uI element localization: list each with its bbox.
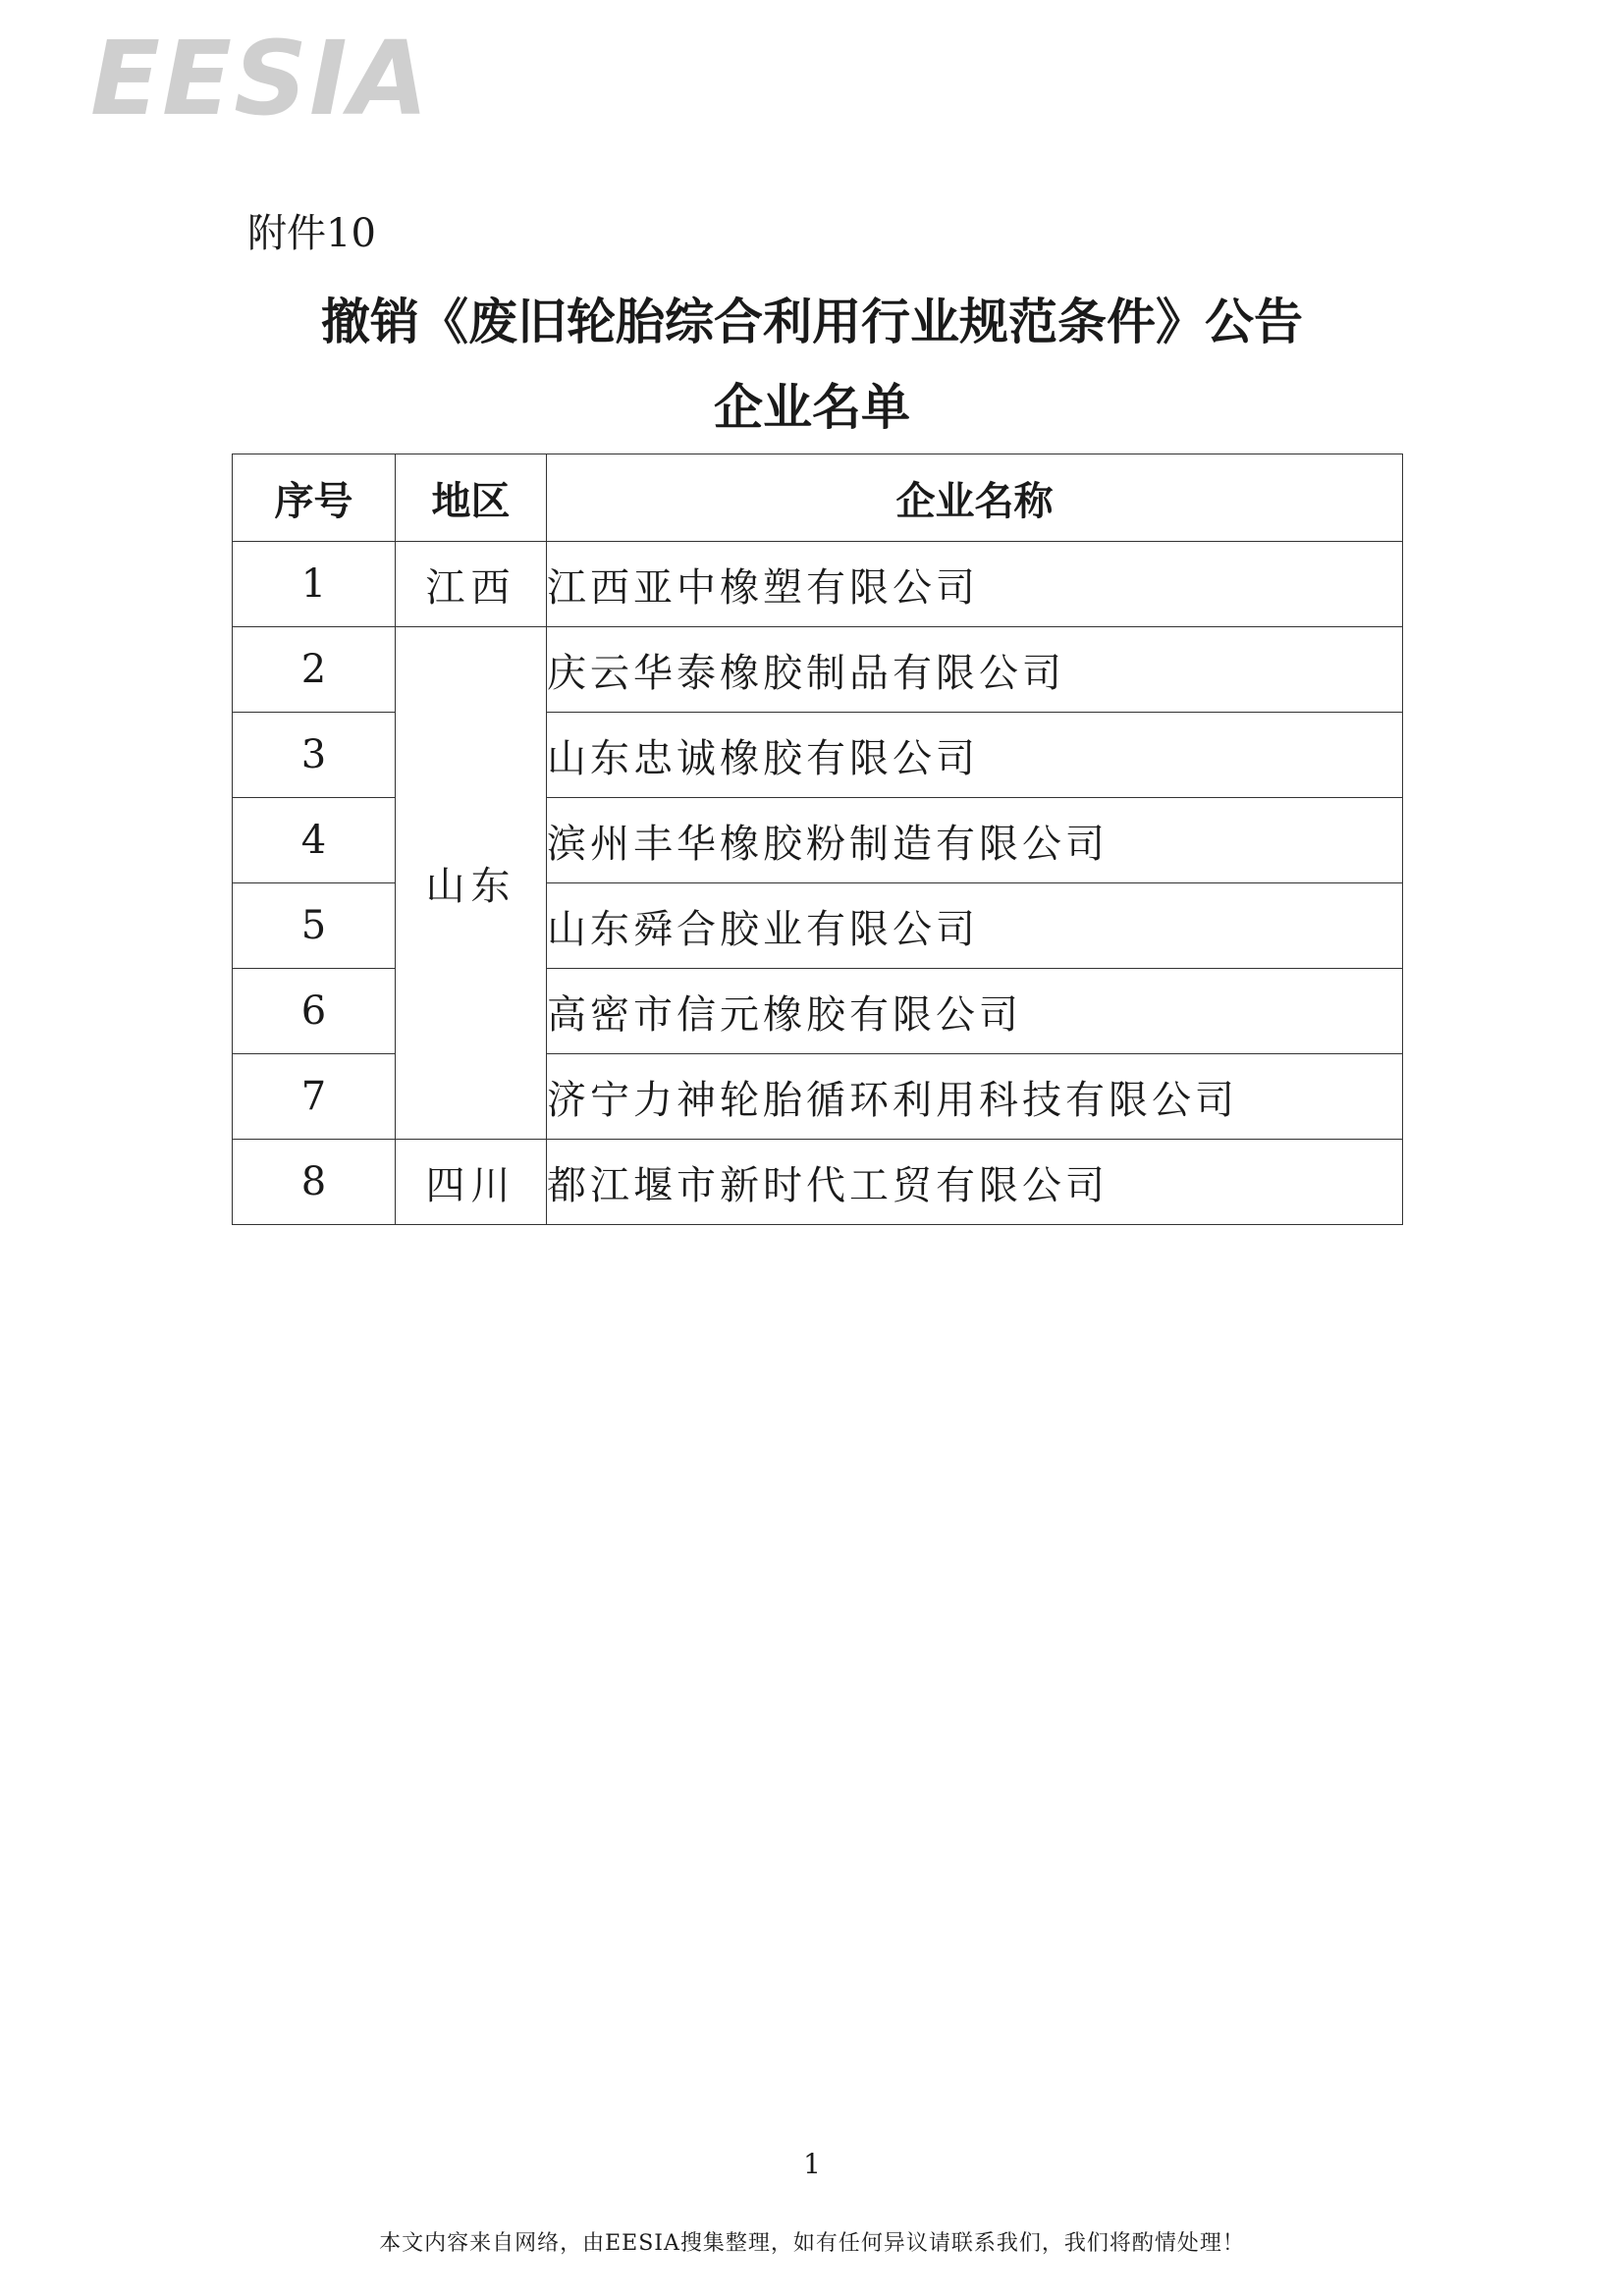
row-number: 2 bbox=[233, 627, 396, 713]
row-company: 山东舜合胶业有限公司 bbox=[547, 883, 1403, 969]
table-header-row bbox=[233, 454, 1403, 542]
row-company: 滨州丰华橡胶粉制造有限公司 bbox=[547, 798, 1403, 883]
row-number: 8 bbox=[233, 1140, 396, 1225]
row-company: 高密市信元橡胶有限公司 bbox=[547, 969, 1403, 1054]
row-company: 济宁力神轮胎循环利用科技有限公司 bbox=[547, 1054, 1403, 1140]
row-company: 都江堰市新时代工贸有限公司 bbox=[547, 1140, 1403, 1225]
company-list-table bbox=[232, 454, 1403, 1225]
row-number: 3 bbox=[233, 713, 396, 798]
footer-disclaimer: 本文内容来自网络，由EESIA搜集整理，如有任何异议请联系我们，我们将酌情处理！ bbox=[379, 2231, 1245, 2256]
row-region-merged: 山东 bbox=[396, 627, 547, 1140]
header-region: 地区 bbox=[396, 454, 547, 542]
row-company: 江西亚中橡塑有限公司 bbox=[547, 542, 1403, 627]
eesia-watermark-logo: EESIA bbox=[90, 19, 431, 138]
row-number: 7 bbox=[233, 1054, 396, 1140]
row-number: 4 bbox=[233, 798, 396, 883]
row-region: 江西 bbox=[396, 542, 547, 627]
table-row bbox=[233, 627, 1403, 713]
row-region: 四川 bbox=[396, 1140, 547, 1225]
row-number: 6 bbox=[233, 969, 396, 1054]
document-subtitle: 企业名单 bbox=[714, 378, 910, 436]
table-row bbox=[233, 542, 1403, 627]
row-company: 山东忠诚橡胶有限公司 bbox=[547, 713, 1403, 798]
attachment-label: 附件10 bbox=[247, 211, 376, 256]
table-row bbox=[233, 1140, 1403, 1225]
header-serial-number: 序号 bbox=[233, 454, 396, 542]
page-number: 1 bbox=[803, 2148, 821, 2180]
row-company: 庆云华泰橡胶制品有限公司 bbox=[547, 627, 1403, 713]
header-company-name: 企业名称 bbox=[547, 454, 1403, 542]
row-number: 5 bbox=[233, 883, 396, 969]
document-title: 撤销《废旧轮胎综合利用行业规范条件》公告 bbox=[321, 293, 1303, 350]
row-number: 1 bbox=[233, 542, 396, 627]
